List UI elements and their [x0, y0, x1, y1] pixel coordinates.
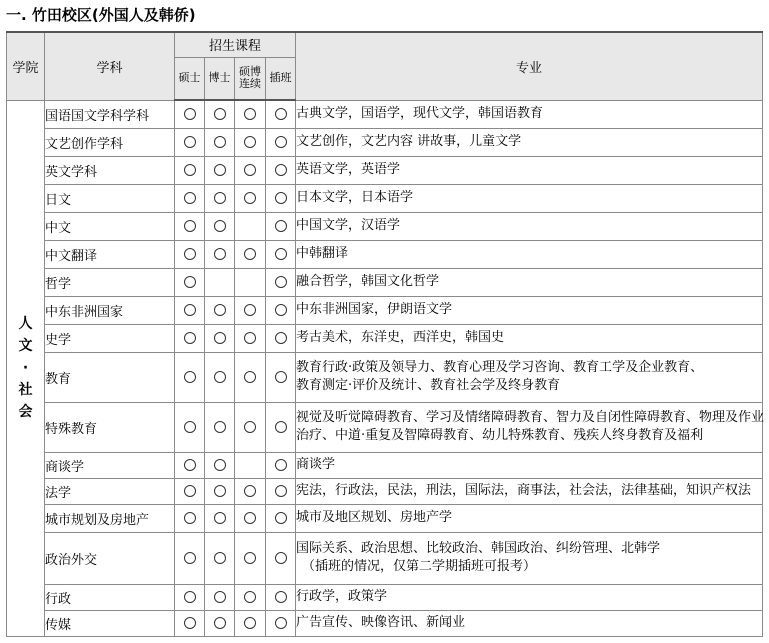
- doctor-cell: [205, 128, 235, 156]
- circle-mark-icon: [244, 421, 256, 433]
- circle-mark-icon: [184, 485, 196, 497]
- major-cell: [296, 478, 763, 504]
- master-cell: [175, 268, 205, 296]
- major-line: 古典文学，国语学，现代文学，韩国语教育: [296, 106, 544, 121]
- combined-cell: [235, 532, 266, 584]
- doctor-cell: [205, 352, 235, 402]
- transfer-cell: [266, 584, 296, 610]
- circle-mark-icon: [244, 192, 256, 204]
- table-body: [7, 100, 763, 636]
- circle-mark-icon: [244, 371, 256, 383]
- major-cell: [296, 212, 763, 240]
- transfer-cell: [266, 478, 296, 504]
- circle-mark-icon: [275, 248, 287, 260]
- circle-mark-icon: [184, 552, 196, 564]
- doctor-cell: [205, 156, 235, 184]
- major-line: 融合哲学，韩国文化哲学: [296, 274, 440, 289]
- major-line: 视觉及听觉障碍教育、学习及情绪障碍教育、智力及自闭性障碍教育、物理及作业: [296, 410, 765, 425]
- table-row: [7, 584, 763, 610]
- master-cell: [175, 212, 205, 240]
- circle-mark-icon: [214, 248, 226, 260]
- combined-cell: [235, 402, 266, 452]
- major-line: 行政学，政策学: [296, 589, 388, 604]
- circle-mark-icon: [275, 136, 287, 148]
- subject-cell: 传媒: [45, 610, 175, 636]
- combined-cell: [235, 184, 266, 212]
- circle-mark-icon: [214, 332, 226, 344]
- transfer-cell: [266, 452, 296, 478]
- doctor-cell: [205, 296, 235, 324]
- subject-cell: 中文翻译: [45, 240, 175, 268]
- transfer-cell: [266, 184, 296, 212]
- subject-cell: 特殊教育: [45, 402, 175, 452]
- circle-mark-icon: [244, 591, 256, 603]
- doctor-cell: [205, 240, 235, 268]
- subject-cell: 商谈学: [45, 452, 175, 478]
- doctor-cell: [205, 268, 235, 296]
- table-row: [7, 324, 763, 352]
- transfer-cell: [266, 504, 296, 532]
- subject-cell: 教育: [45, 352, 175, 402]
- table-row: [7, 504, 763, 532]
- doctor-cell: [205, 504, 235, 532]
- subject-cell: 中文: [45, 212, 175, 240]
- circle-mark-icon: [244, 332, 256, 344]
- master-cell: [175, 156, 205, 184]
- table-row: [7, 532, 763, 584]
- transfer-cell: [266, 532, 296, 584]
- circle-mark-icon: [275, 512, 287, 524]
- circle-mark-icon: [214, 485, 226, 497]
- master-cell: [175, 296, 205, 324]
- college-name-char: 社: [18, 382, 33, 398]
- circle-mark-icon: [275, 617, 287, 629]
- circle-mark-icon: [244, 485, 256, 497]
- subject-cell: 哲学: [45, 268, 175, 296]
- subject-cell: 中东非洲国家: [45, 296, 175, 324]
- subject-cell: 史学: [45, 324, 175, 352]
- combined-cell: [235, 478, 266, 504]
- table-row: [7, 478, 763, 504]
- major-line: 中韩翻译: [296, 246, 349, 261]
- circle-mark-icon: [214, 421, 226, 433]
- admissions-table: [6, 31, 763, 637]
- table-row: [7, 128, 763, 156]
- major-line: 教育行政·政策及领导力、教育心理及学习咨询、教育工学及企业教育、: [296, 360, 704, 375]
- master-cell: [175, 352, 205, 402]
- table-row: [7, 268, 763, 296]
- combined-cell: [235, 504, 266, 532]
- doctor-cell: [205, 610, 235, 636]
- transfer-cell: [266, 240, 296, 268]
- circle-mark-icon: [184, 164, 196, 176]
- major-line: 英语文学，英语学: [296, 162, 401, 177]
- header-college: 学院: [7, 32, 45, 100]
- transfer-cell: [266, 352, 296, 402]
- header-master: 硕士: [175, 57, 205, 100]
- table-row: [7, 610, 763, 636]
- table-row: [7, 212, 763, 240]
- master-cell: [175, 584, 205, 610]
- circle-mark-icon: [184, 220, 196, 232]
- transfer-cell: [266, 296, 296, 324]
- circle-mark-icon: [214, 220, 226, 232]
- circle-mark-icon: [244, 136, 256, 148]
- subject-cell: 行政: [45, 584, 175, 610]
- table-row: [7, 240, 763, 268]
- circle-mark-icon: [184, 421, 196, 433]
- major-line: 国际关系、政治思想、比较政治、韩国政治、纠纷管理、北韩学: [296, 541, 661, 556]
- transfer-cell: [266, 610, 296, 636]
- doctor-cell: [205, 212, 235, 240]
- circle-mark-icon: [184, 108, 196, 120]
- circle-mark-icon: [214, 512, 226, 524]
- combined-cell: [235, 156, 266, 184]
- header-transfer: 插班: [266, 57, 296, 100]
- doctor-cell: [205, 402, 235, 452]
- college-name-char: 会: [18, 404, 33, 420]
- circle-mark-icon: [244, 108, 256, 120]
- header-doctor: 博士: [205, 57, 235, 100]
- doctor-cell: [205, 478, 235, 504]
- combined-cell: [235, 128, 266, 156]
- major-cell: [296, 610, 763, 636]
- circle-mark-icon: [244, 552, 256, 564]
- header-subject: 学科: [45, 32, 175, 100]
- circle-mark-icon: [275, 421, 287, 433]
- circle-mark-icon: [214, 164, 226, 176]
- header-major: 专业: [296, 32, 763, 100]
- combined-cell: [235, 100, 266, 128]
- college-cell: [7, 100, 45, 636]
- circle-mark-icon: [244, 617, 256, 629]
- circle-mark-icon: [184, 617, 196, 629]
- major-cell: [296, 584, 763, 610]
- transfer-cell: [266, 128, 296, 156]
- subject-cell: 城市规划及房地产: [45, 504, 175, 532]
- subject-cell: 文艺创作学科: [45, 128, 175, 156]
- circle-mark-icon: [184, 304, 196, 316]
- combined-cell: [235, 296, 266, 324]
- major-cell: [296, 128, 763, 156]
- master-cell: [175, 402, 205, 452]
- circle-mark-icon: [214, 617, 226, 629]
- table-row: [7, 296, 763, 324]
- circle-mark-icon: [184, 276, 196, 288]
- circle-mark-icon: [184, 136, 196, 148]
- major-cell: [296, 452, 763, 478]
- master-cell: [175, 100, 205, 128]
- college-name-char: 文: [18, 338, 33, 354]
- college-name: [19, 313, 33, 423]
- combined-cell: [235, 352, 266, 402]
- circle-mark-icon: [184, 459, 196, 471]
- master-cell: [175, 532, 205, 584]
- circle-mark-icon: [214, 192, 226, 204]
- table-row: [7, 184, 763, 212]
- master-cell: [175, 128, 205, 156]
- major-cell: [296, 352, 763, 402]
- major-cell: [296, 240, 763, 268]
- circle-mark-icon: [214, 108, 226, 120]
- doctor-cell: [205, 452, 235, 478]
- transfer-cell: [266, 402, 296, 452]
- major-cell: [296, 504, 763, 532]
- circle-mark-icon: [214, 371, 226, 383]
- header-programs: 招生课程: [175, 32, 296, 57]
- combined-cell: [235, 324, 266, 352]
- major-line: 商谈学: [296, 457, 336, 472]
- subject-cell: 法学: [45, 478, 175, 504]
- subject-cell: 英文学科: [45, 156, 175, 184]
- combined-cell: [235, 240, 266, 268]
- master-cell: [175, 240, 205, 268]
- doctor-cell: [205, 584, 235, 610]
- master-cell: [175, 452, 205, 478]
- subject-cell: 日文: [45, 184, 175, 212]
- doctor-cell: [205, 100, 235, 128]
- circle-mark-icon: [275, 459, 287, 471]
- combined-cell: [235, 268, 266, 296]
- circle-mark-icon: [275, 591, 287, 603]
- combined-cell: [235, 452, 266, 478]
- major-cell: [296, 184, 763, 212]
- combined-cell: [235, 610, 266, 636]
- circle-mark-icon: [275, 552, 287, 564]
- transfer-cell: [266, 212, 296, 240]
- major-cell: [296, 100, 763, 128]
- transfer-cell: [266, 100, 296, 128]
- header-combined: 硕博连续: [235, 57, 266, 100]
- circle-mark-icon: [214, 304, 226, 316]
- circle-mark-icon: [184, 512, 196, 524]
- circle-mark-icon: [214, 136, 226, 148]
- circle-mark-icon: [184, 332, 196, 344]
- major-line: 中国文学，汉语学: [296, 218, 401, 233]
- college-name-char: ·: [22, 360, 29, 376]
- major-line: 中东非洲国家，伊朗语文学: [296, 302, 453, 317]
- major-cell: [296, 268, 763, 296]
- circle-mark-icon: [275, 192, 287, 204]
- transfer-cell: [266, 268, 296, 296]
- major-line: 考古美术，东洋史，西洋史，韩国史: [296, 330, 505, 345]
- doctor-cell: [205, 324, 235, 352]
- subject-cell: 政治外交: [45, 532, 175, 584]
- circle-mark-icon: [184, 192, 196, 204]
- table-row: [7, 452, 763, 478]
- circle-mark-icon: [275, 485, 287, 497]
- major-cell: [296, 402, 763, 452]
- circle-mark-icon: [244, 304, 256, 316]
- major-line: （插班的情况，仅第二学期插班可报考）: [302, 559, 537, 574]
- circle-mark-icon: [184, 591, 196, 603]
- master-cell: [175, 478, 205, 504]
- circle-mark-icon: [275, 304, 287, 316]
- major-line: 教育测定·评价及统计、教育社会学及终身教育: [296, 378, 561, 393]
- circle-mark-icon: [275, 220, 287, 232]
- college-name-char: 人: [18, 316, 33, 332]
- circle-mark-icon: [244, 164, 256, 176]
- subject-cell: 国语国文学科学科: [45, 100, 175, 128]
- master-cell: [175, 184, 205, 212]
- circle-mark-icon: [214, 552, 226, 564]
- table-row: [7, 402, 763, 452]
- table-row: [7, 156, 763, 184]
- master-cell: [175, 324, 205, 352]
- major-line: 城市及地区规划、房地产学: [296, 510, 453, 525]
- circle-mark-icon: [184, 371, 196, 383]
- major-cell: [296, 296, 763, 324]
- circle-mark-icon: [275, 276, 287, 288]
- combined-cell: [235, 212, 266, 240]
- combined-cell: [235, 584, 266, 610]
- circle-mark-icon: [275, 371, 287, 383]
- major-cell: [296, 156, 763, 184]
- doctor-cell: [205, 184, 235, 212]
- circle-mark-icon: [214, 591, 226, 603]
- page-title: 一. 竹田校区(外国人及韩侨): [6, 6, 196, 24]
- doctor-cell: [205, 532, 235, 584]
- master-cell: [175, 504, 205, 532]
- transfer-cell: [266, 324, 296, 352]
- major-line: 广告宣传、映像咨讯、新闻业: [296, 615, 466, 630]
- circle-mark-icon: [214, 459, 226, 471]
- major-cell: [296, 532, 763, 584]
- table-row: [7, 352, 763, 402]
- circle-mark-icon: [244, 512, 256, 524]
- circle-mark-icon: [275, 108, 287, 120]
- major-line: 日本文学，日本语学: [296, 190, 414, 205]
- major-line: 宪法，行政法，民法，刑法，国际法，商事法，社会法，法律基础，知识产权法: [296, 483, 752, 498]
- major-line: 文艺创作，文艺内容 讲故事，儿童文学: [296, 134, 522, 149]
- major-line: 治疗、中道·重复及智障碍教育、幼儿特殊教育、残疾人终身教育及福利: [296, 428, 704, 443]
- table-row: [7, 100, 763, 128]
- master-cell: [175, 610, 205, 636]
- circle-mark-icon: [275, 164, 287, 176]
- major-cell: [296, 324, 763, 352]
- circle-mark-icon: [244, 248, 256, 260]
- transfer-cell: [266, 156, 296, 184]
- circle-mark-icon: [184, 248, 196, 260]
- circle-mark-icon: [275, 332, 287, 344]
